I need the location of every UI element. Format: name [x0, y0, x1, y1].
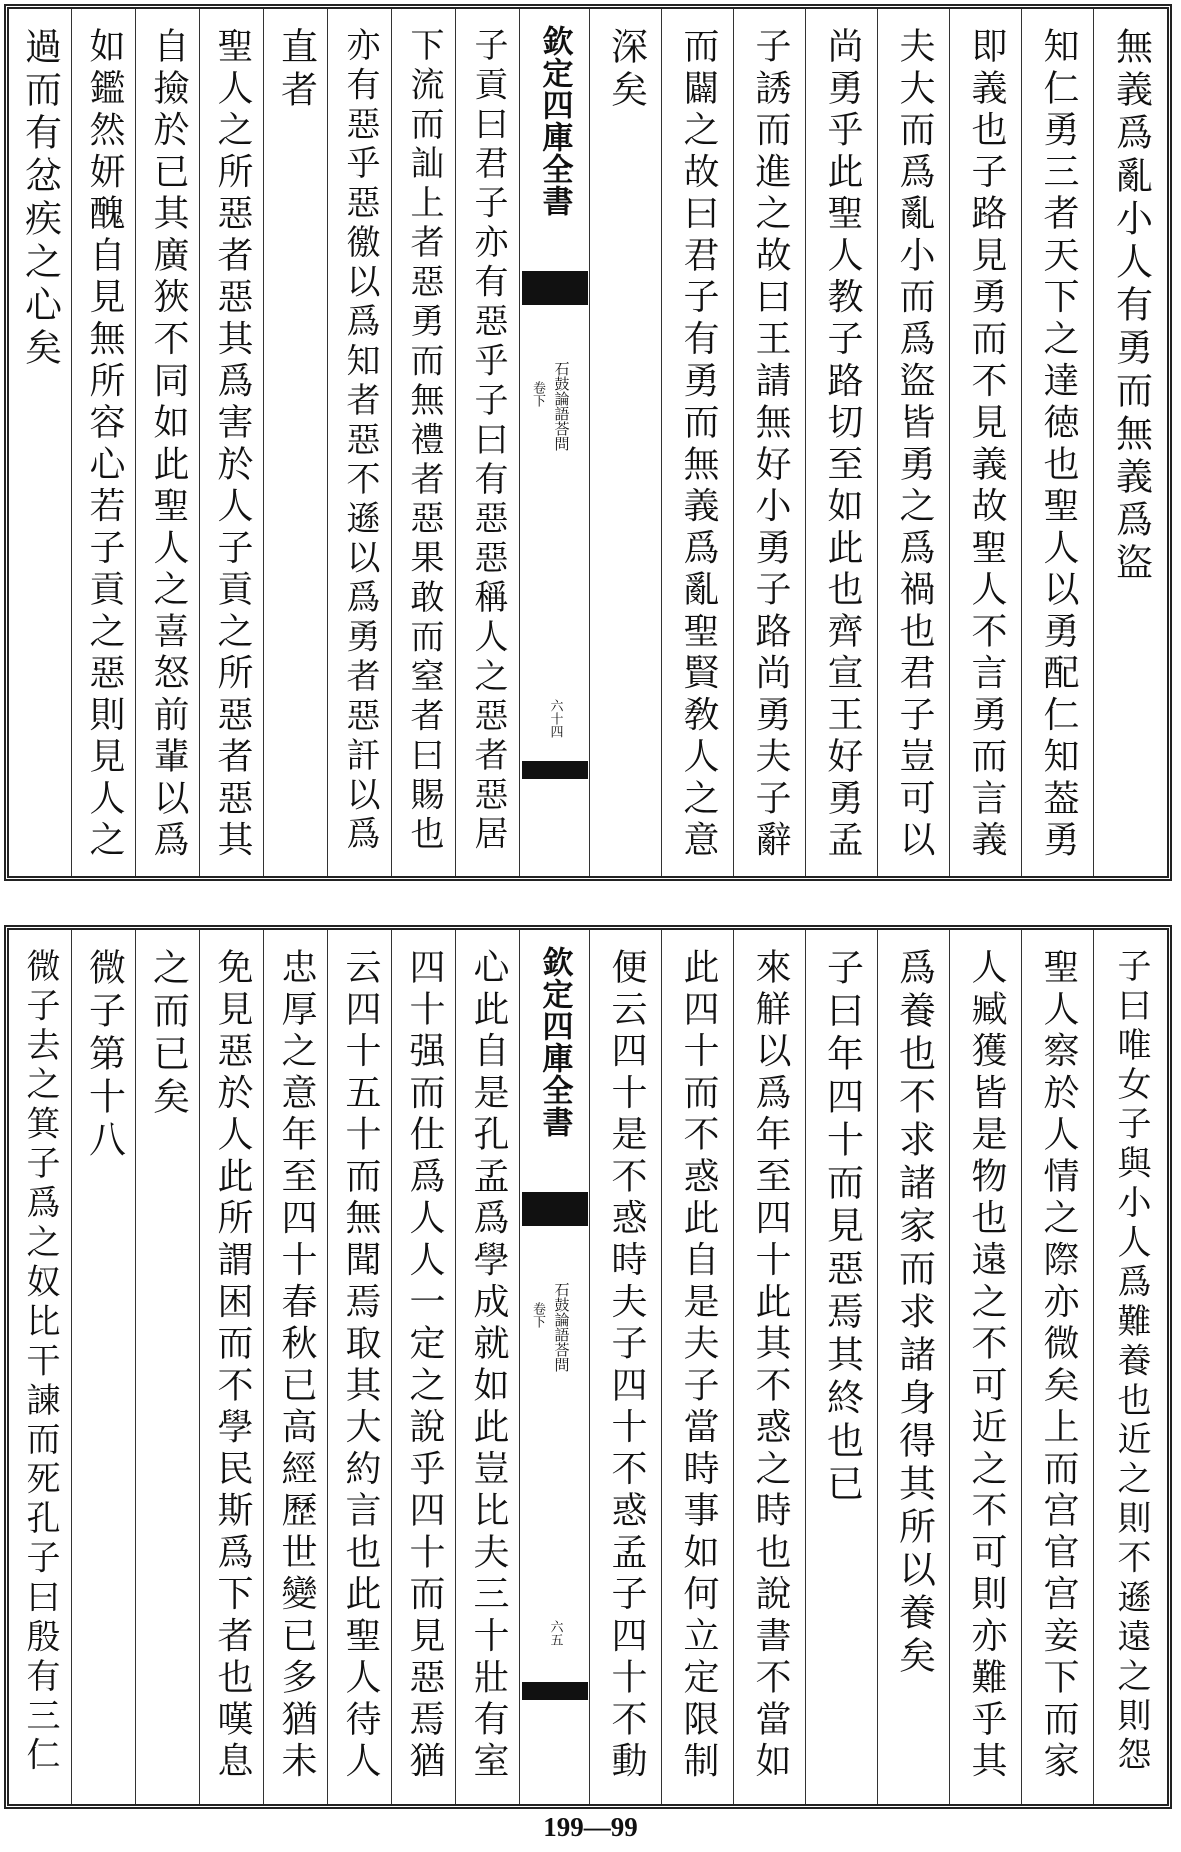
bottom-page-panel [4, 925, 1172, 1809]
column-text: 夫大而爲亂小而爲盜皆勇之爲禍也君子豈可以 [894, 27, 935, 863]
center-margin [519, 930, 590, 1804]
column-text: 聖人察於人情之際亦微矣上而宫官宫妾下而家 [1038, 948, 1079, 1784]
column-text: 子曰唯女子與小人爲難養也近之則不遜遠之則怨 [1111, 948, 1151, 1777]
column-text: 便云四十是不惑時夫子四十不惑孟子四十不動 [606, 948, 647, 1784]
text-column [661, 930, 734, 1804]
text-column [135, 9, 200, 876]
text-column [71, 930, 136, 1804]
column-text: 如鑑然妍醜自見無所容心若子貢之惡則見人之 [84, 27, 125, 863]
text-column [733, 9, 806, 876]
column-text: 微子去之箕子爲之奴比干諫而死孔子曰殷有三仁 [20, 948, 60, 1777]
text-column [9, 930, 71, 1804]
column-text: 來觧以爲年至四十此其不惑之時也說書不當如 [750, 948, 791, 1784]
text-column [1093, 9, 1168, 876]
column-text: 無義爲亂小人有勇而無義爲盜 [1109, 27, 1153, 586]
text-column [199, 930, 264, 1804]
column-text: 云四十五十而無聞焉取其大約言也此聖人待人 [340, 948, 381, 1784]
collection-title: 欽定四庫全書 [536, 25, 573, 217]
column-text: 深矣 [604, 27, 648, 113]
column-text: 即義也子路見勇而不見義故聖人不言勇而言義 [966, 27, 1007, 863]
text-column [327, 930, 392, 1804]
column-text: 四十强而仕爲人人一定之說乎四十而見惡焉猶 [404, 948, 445, 1784]
text-column [455, 9, 520, 876]
column-text: 忠厚之意年至四十春秋已高經歷世變已多猶未 [276, 948, 317, 1784]
column-text: 亦有惡乎惡徼以爲知者惡不遜以爲勇者惡訐以爲 [340, 27, 380, 856]
text-column [949, 930, 1022, 1804]
column-text: 而闢之故曰君子有勇而無義爲亂聖賢敎人之意 [678, 27, 719, 863]
folio-number: 六十四 [547, 699, 563, 738]
text-column [805, 9, 878, 876]
text-column [391, 9, 456, 876]
column-text: 子貢曰君子亦有惡乎子曰有惡惡稱人之惡者惡居 [468, 27, 508, 856]
book-title: 石鼓論語荅問 [552, 361, 571, 451]
text-column [1021, 9, 1094, 876]
text-column [589, 9, 662, 876]
column-text: 子誘而進之故曰王請無好小勇子路尚勇夫子辭 [750, 27, 791, 863]
column-text: 下流而訕上者惡勇而無禮者惡果敢而窒者曰賜也 [404, 27, 444, 856]
text-column [589, 930, 662, 1804]
text-column [9, 9, 71, 876]
folio-number: 六五 [547, 1620, 563, 1646]
column-text: 自撿於已其廣狹不同如此聖人之喜怒前輩以爲 [148, 27, 189, 863]
column-text: 微子第十八 [82, 948, 126, 1163]
column-text: 直者 [274, 27, 318, 113]
top-page-panel [4, 4, 1172, 881]
column-text: 爲養也不求諸家而求諸身得其所以養矣 [892, 948, 936, 1679]
volume-label: 卷下 [530, 381, 545, 407]
column-text: 免見惡於人此所謂困而不學民斯爲下者也嘆息 [212, 948, 253, 1784]
column-text: 人臧獲皆是物也遠之不可近之不可則亦難乎其 [966, 948, 1007, 1784]
column-text: 心此自是孔孟爲學成就如此豈比夫三十壯有室 [468, 948, 509, 1784]
book-title: 石鼓論語荅問 [552, 1282, 571, 1372]
text-column [877, 9, 950, 876]
column-text: 子曰年四十而見惡焉其終也已 [820, 948, 864, 1507]
column-text: 之而已矣 [146, 948, 190, 1120]
bottom-columns [9, 930, 1167, 1804]
text-column [805, 930, 878, 1804]
text-column [263, 930, 328, 1804]
text-column [877, 930, 950, 1804]
text-column [733, 930, 806, 1804]
text-column [199, 9, 264, 876]
column-text: 過而有忿疾之心矣 [18, 27, 62, 371]
volume-label: 卷下 [530, 1302, 545, 1328]
text-column [1093, 930, 1168, 1804]
text-column [391, 930, 456, 1804]
page-number: 199—99 [543, 1812, 638, 1842]
text-column [135, 930, 200, 1804]
fish-tail-mark [522, 1192, 588, 1226]
text-column [949, 9, 1022, 876]
text-column [455, 930, 520, 1804]
column-text: 此四十而不惑此自是夫子當時事如何立定限制 [678, 948, 719, 1784]
fish-tail-mark [522, 271, 588, 305]
center-margin [519, 9, 590, 876]
text-column [327, 9, 392, 876]
lower-fish-tail-mark [522, 761, 588, 779]
column-text: 聖人之所惡者惡其爲害於人子貢之所惡者惡其 [212, 27, 253, 863]
column-text: 知仁勇三者天下之達徳也聖人以勇配仁知葢勇 [1038, 27, 1079, 863]
column-text: 尚勇乎此聖人教子路切至如此也齊宣王好勇孟 [822, 27, 863, 863]
text-column [71, 9, 136, 876]
text-column [263, 9, 328, 876]
collection-title: 欽定四庫全書 [536, 946, 573, 1138]
text-column [661, 9, 734, 876]
top-columns [9, 9, 1167, 876]
lower-fish-tail-mark [522, 1682, 588, 1700]
text-column [1021, 930, 1094, 1804]
